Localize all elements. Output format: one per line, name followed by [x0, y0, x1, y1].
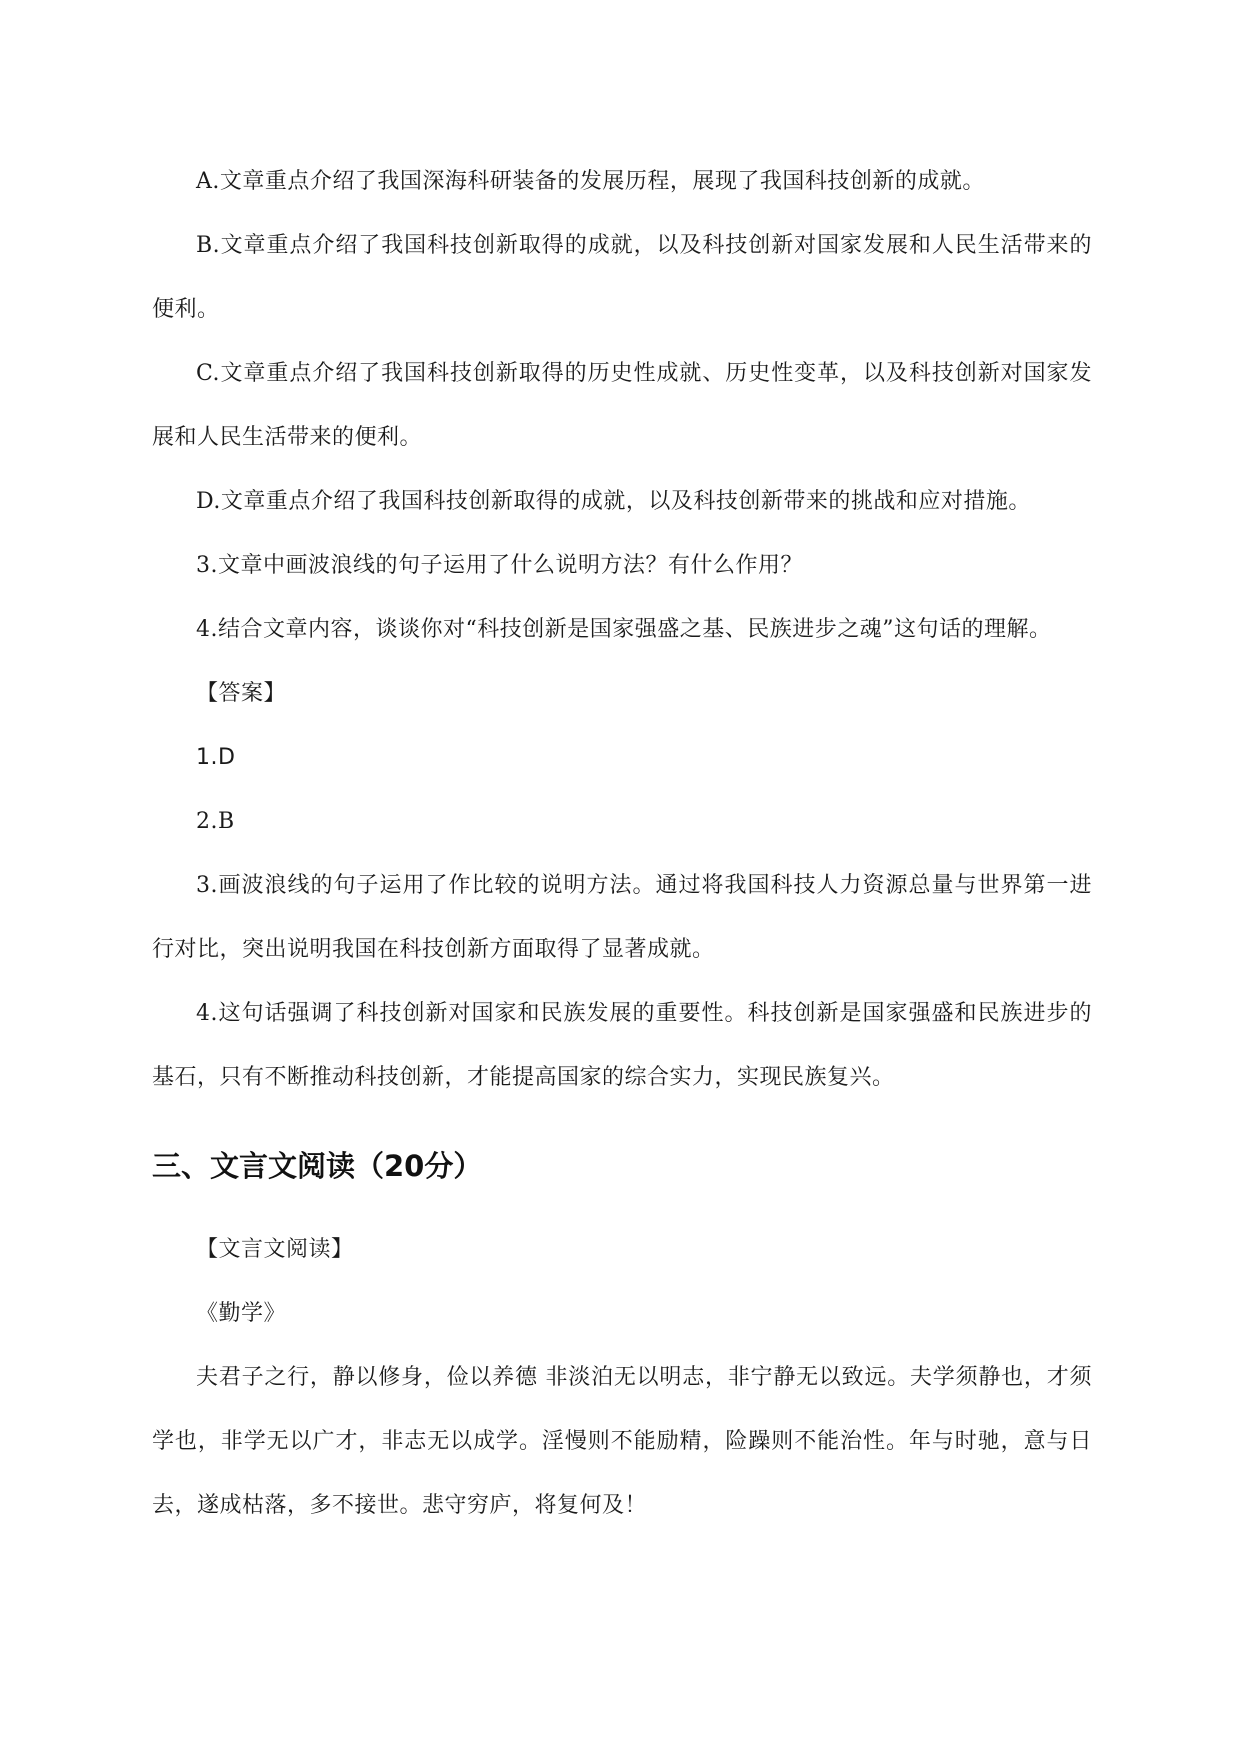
answer-3: 3.画波浪线的句子运用了作比较的说明方法。通过将我国科技人力资源总量与世界第一进行对比，突出说明我国在科技创新方面取得了显著成就。 — [152, 873, 1092, 962]
classical-passage: 夫君子之行，静以修身，俭以养德 非淡泊无以明志，非宁静无以致远。夫学须静也，才须学也，非学无以广才，非志无以成学。淫慢则不能励精，险躁则不能治性。年与时驰，意与日去，遂成枯落，多不接世。悲守穷庐，将复何及！ — [152, 1365, 1092, 1518]
work-title: 《勤学》 — [196, 1301, 287, 1326]
section-subheading: 【文言文阅读】 — [196, 1237, 354, 1262]
option-b: B.文章重点介绍了我国科技创新取得的成就，以及科技创新对国家发展和人民生活带来的便利。 — [152, 233, 1092, 322]
answer-1: 1.D — [196, 745, 236, 770]
question-3: 3.文章中画波浪线的句子运用了什么说明方法？有什么作用？ — [196, 553, 803, 578]
answer-heading: 【答案】 — [196, 681, 287, 706]
option-d: D.文章重点介绍了我国科技创新取得的成就，以及科技创新带来的挑战和应对措施。 — [196, 489, 1031, 514]
option-c: C.文章重点介绍了我国科技创新取得的历史性成就、历史性变革，以及科技创新对国家发展和人民生活带来的便利。 — [152, 361, 1092, 450]
question-4: 4.结合文章内容，谈谈你对“科技创新是国家强盛之基、民族进步之魂”这句话的理解。 — [196, 617, 1052, 642]
page-content — [152, 150, 1092, 1538]
answer-2: 2.B — [196, 809, 235, 834]
section-title: 三、文言文阅读（20分） — [152, 1149, 483, 1183]
answer-4: 4.这句话强调了科技创新对国家和民族发展的重要性。科技创新是国家强盛和民族进步的基石，只有不断推动科技创新，才能提高国家的综合实力，实现民族复兴。 — [152, 1001, 1092, 1090]
option-a: A.文章重点介绍了我国深海科研装备的发展历程，展现了我国科技创新的成就。 — [196, 169, 985, 194]
